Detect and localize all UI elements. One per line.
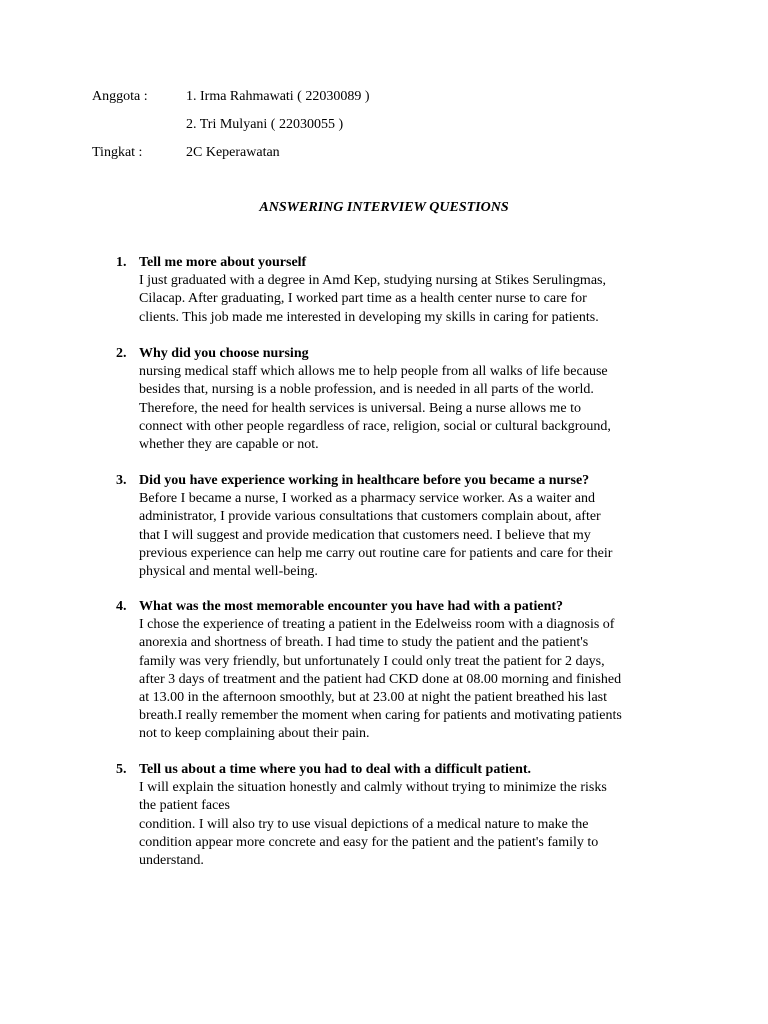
answer-line: previous experience can help me carry out routine care for patients and care for their	[139, 545, 613, 561]
answer-line: Before I became a nurse, I worked as a pharmacy service worker. As a waiter and	[139, 491, 595, 507]
page-title: ANSWERING INTERVIEW QUESTIONS	[259, 200, 509, 215]
answer-line: not to keep complaining about their pain.	[139, 726, 370, 742]
question-text: Tell me more about yourself	[139, 255, 307, 270]
answer-line: family was very friendly, but unfortunately I could only treat the patient for 2 days,	[139, 653, 605, 669]
question-number: 3.	[116, 473, 127, 488]
answer-line: clients. This job made me interested in developing my skills in caring for patients.	[139, 309, 599, 325]
answer-line: the patient faces	[139, 798, 230, 814]
question-text: What was the most memorable encounter you have had with a patient?	[139, 599, 564, 614]
question-number: 1.	[116, 255, 127, 270]
anggota-label: Anggota :	[92, 89, 148, 104]
question-text: Why did you choose nursing	[139, 346, 309, 361]
answer-line: condition appear more concrete and easy for the patient and the patient's family to	[139, 834, 599, 850]
answer-line: breath.I really remember the moment when caring for patients and motivating patients	[139, 708, 622, 724]
answer-line: understand.	[139, 853, 204, 869]
question-text: Tell us about a time where you had to deal with a difficult patient.	[139, 762, 532, 777]
question-item	[116, 254, 676, 327]
question-number: 2.	[116, 346, 127, 361]
answer-text	[139, 363, 676, 454]
answer-line: connect with other people regardless of race, religion, social or cultural background,	[139, 418, 611, 434]
answer-line: Cilacap. After graduating, I worked part time as a health center nurse to care for	[139, 291, 587, 307]
tingkat-value: 2C Keperawatan	[186, 145, 280, 160]
answer-line: anorexia and shortness of breath. I had time to study the patient and the patient's	[139, 635, 589, 651]
answer-line: whether they are capable or not.	[139, 437, 319, 453]
answer-line: Therefore, the need for health services is universal. Being a nurse allows me to	[139, 400, 582, 416]
question-item	[116, 472, 676, 581]
question-number: 4.	[116, 599, 127, 614]
answer-line: besides that, nursing is a noble profession, and is needed in all parts of the world.	[139, 382, 594, 398]
answer-line: nursing medical staff which allows me to help people from all walks of life because	[139, 364, 608, 380]
answer-line: physical and mental well-being.	[139, 564, 318, 580]
question-number: 5.	[116, 762, 127, 777]
answer-text	[139, 779, 676, 870]
answer-line: after 3 days of treatment and the patient had CKD done at 08.00 morning and finished	[139, 671, 622, 687]
answer-text	[139, 272, 676, 327]
answer-text	[139, 616, 676, 743]
answer-line: that I will suggest and provide medication that customers need. I believe that my	[139, 527, 591, 543]
question-text: Did you have experience working in healthcare before you became a nurse?	[139, 473, 590, 488]
answer-line: I will explain the situation honestly and calmly without trying to minimize the risks	[139, 780, 607, 796]
answer-line: condition. I will also try to use visual depictions of a medical nature to make the	[139, 816, 589, 832]
tingkat-label: Tingkat :	[92, 145, 143, 160]
answer-line: at 13.00 in the afternoon smoothly, but at 23.00 at night the patient breathed his last	[139, 690, 607, 706]
answer-line: I chose the experience of treating a patient in the Edelweiss room with a diagnosis of	[139, 617, 615, 633]
question-item	[116, 598, 676, 744]
question-item	[116, 761, 676, 870]
answer-line: administrator, I provide various consultations that customers complain about, after	[139, 509, 601, 525]
member-2: 2. Tri Mulyani ( 22030055 )	[186, 117, 344, 132]
answer-text	[139, 490, 676, 581]
answer-line: I just graduated with a degree in Amd Kep, studying nursing at Stikes Serulingmas,	[139, 273, 606, 289]
member-1: 1. Irma Rahmawati ( 22030089 )	[186, 89, 370, 104]
question-item	[116, 345, 676, 454]
